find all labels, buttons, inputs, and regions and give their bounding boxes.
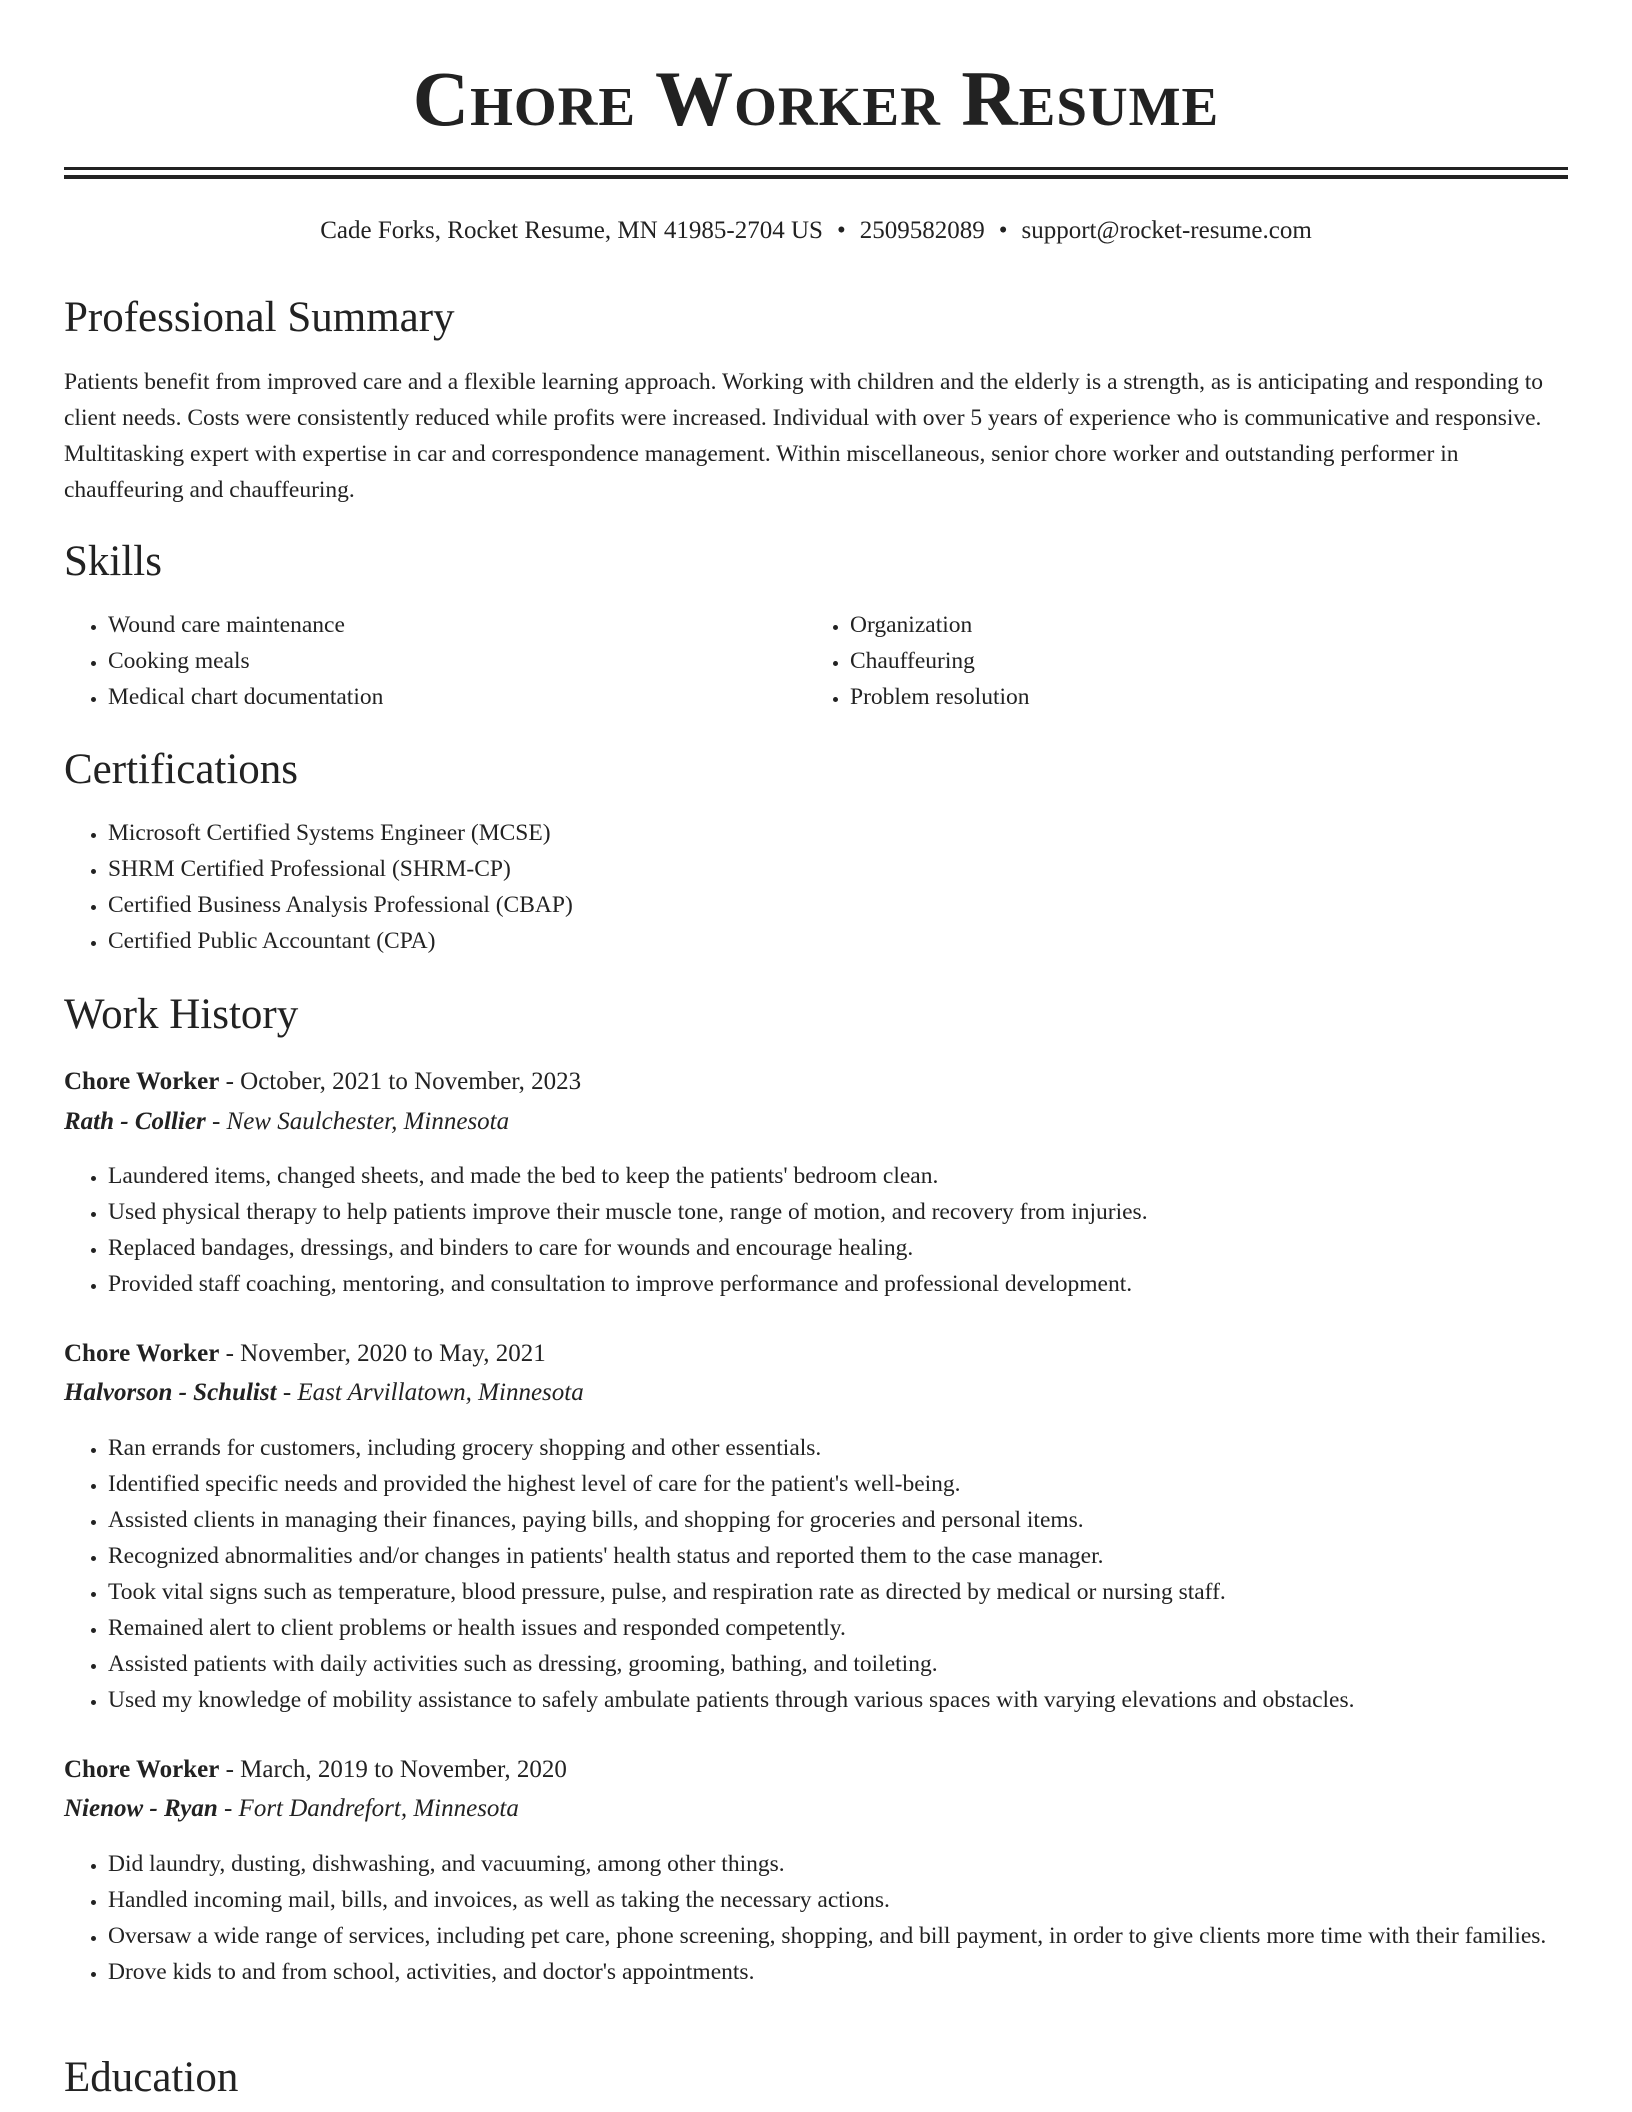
title-rule-thin (64, 175, 1568, 179)
job-company-line (64, 1791, 519, 1827)
job-dates: - March, 2019 to November, 2020 (219, 1756, 567, 1783)
job-company: Halvorson - Schulist (64, 1379, 277, 1406)
job-title-line (64, 1336, 546, 1372)
job-bullet: • Took vital signs such as temperature, blood pressure, pulse, and respiration rate as directed by medical or nursing staff. (108, 1574, 1568, 1610)
job-location: - New Saulchester, Minnesota (205, 1108, 510, 1135)
job-bullet: • Identified specific needs and provided the highest level of care for the patient's well-being. (108, 1466, 1568, 1502)
skill-item: • Cooking meals (108, 643, 808, 679)
job-bullet: • Provided staff coaching, mentoring, and consultation to improve performance and professional development. (108, 1266, 1568, 1302)
job-bullet: • Did laundry, dusting, dishwashing, and vacuuming, among other things. (108, 1846, 1568, 1882)
job-bullet: • Recognized abnormalities and/or changes in patients' health status and reported them to the case manager. (108, 1538, 1568, 1574)
skill-item: • Problem resolution (850, 679, 1550, 715)
job-title: Chore Worker (64, 1340, 220, 1367)
contact-email: support@rocket-resume.com (1021, 217, 1312, 244)
job-bullet: • Remained alert to client problems or health issues and responded competently. (108, 1610, 1568, 1646)
job-bullet: • Used physical therapy to help patients improve their muscle tone, range of motion, and recovery from injuries. (108, 1194, 1568, 1230)
job-dates: - October, 2021 to November, 2023 (219, 1068, 582, 1095)
job-dates: - November, 2020 to May, 2021 (219, 1340, 546, 1367)
job-company: Rath - Collier (64, 1108, 206, 1135)
job-bullet: • Ran errands for customers, including grocery shopping and other essentials. (108, 1430, 1568, 1466)
summary-heading: Professional Summary (64, 294, 455, 341)
job-bullet: • Oversaw a wide range of services, including pet care, phone screening, shopping, and bill payment, in order to give clients more time with their families. (108, 1918, 1568, 1954)
job-company-line (64, 1375, 584, 1411)
contact-separator: • (836, 217, 846, 244)
skills-list-right (806, 607, 1550, 715)
skill-item: • Organization (850, 607, 1550, 643)
skill-item: • Wound care maintenance (108, 607, 808, 643)
certification-item: • Certified Business Analysis Professional (CBAP) (108, 887, 1568, 923)
job-bullet: • Assisted clients in managing their finances, paying bills, and shopping for groceries and personal items. (108, 1502, 1568, 1538)
contact-phone: 2509582089 (859, 217, 985, 244)
certification-item: • Microsoft Certified Systems Engineer (MCSE) (108, 815, 1568, 851)
certifications-heading: Certifications (64, 746, 299, 793)
certifications-list (64, 815, 1568, 959)
job-bullet: • Handled incoming mail, bills, and invoices, as well as taking the necessary actions. (108, 1882, 1568, 1918)
contact-line (64, 216, 1568, 246)
job-location: - Fort Dandrefort, Minnesota (217, 1795, 519, 1822)
job-title: Chore Worker (64, 1068, 220, 1095)
contact-separator: • (998, 217, 1008, 244)
contact-address: Cade Forks, Rocket Resume, MN 41985-2704 US (320, 217, 823, 244)
job-bullets (64, 1430, 1568, 1718)
job-bullet: • Replaced bandages, dressings, and binders to care for wounds and encourage healing. (108, 1230, 1568, 1266)
job-bullet: • Used my knowledge of mobility assistance to safely ambulate patients through various spaces with varying elevations and obstacles. (108, 1682, 1568, 1718)
skills-heading: Skills (64, 538, 162, 585)
page-title: Chore Worker Resume (412, 55, 1220, 142)
job-bullet: • Assisted patients with daily activities such as dressing, grooming, bathing, and toileting. (108, 1646, 1568, 1682)
job-bullets (64, 1846, 1568, 1990)
certification-item: • SHRM Certified Professional (SHRM-CP) (108, 851, 1568, 887)
job-location: - East Arvillatown, Minnesota (276, 1379, 584, 1406)
job-bullet: • Drove kids to and from school, activities, and doctor's appointments. (108, 1954, 1568, 1990)
title-rule-thick (64, 167, 1568, 170)
job-title-line (64, 1752, 567, 1788)
skills-list-left (64, 607, 808, 715)
job-company: Nienow - Ryan (64, 1795, 218, 1822)
job-company-line (64, 1104, 509, 1140)
job-bullets (64, 1158, 1568, 1302)
work-heading: Work History (64, 991, 299, 1038)
skill-item: • Medical chart documentation (108, 679, 808, 715)
certification-item: • Certified Public Accountant (CPA) (108, 923, 1568, 959)
job-bullet: • Laundered items, changed sheets, and made the bed to keep the patients' bedroom clean. (108, 1158, 1568, 1194)
summary-text: Patients benefit from improved care and a flexible learning approach. Working with children and the elderly is a strength, as is anticipating and responding to client needs. Costs were consistently reduced while profits were increased. Individual with over 5 years of experience who is communicative and responsive. Multitasking expert with expertise in car and correspondence management. Within miscellaneous, senior chore worker and outstanding performer in chauffeuring and chauffeuring. (64, 369, 1544, 503)
job-title-line (64, 1064, 581, 1100)
education-heading: Education (64, 2054, 239, 2101)
job-title: Chore Worker (64, 1756, 220, 1783)
skill-item: • Chauffeuring (850, 643, 1550, 679)
